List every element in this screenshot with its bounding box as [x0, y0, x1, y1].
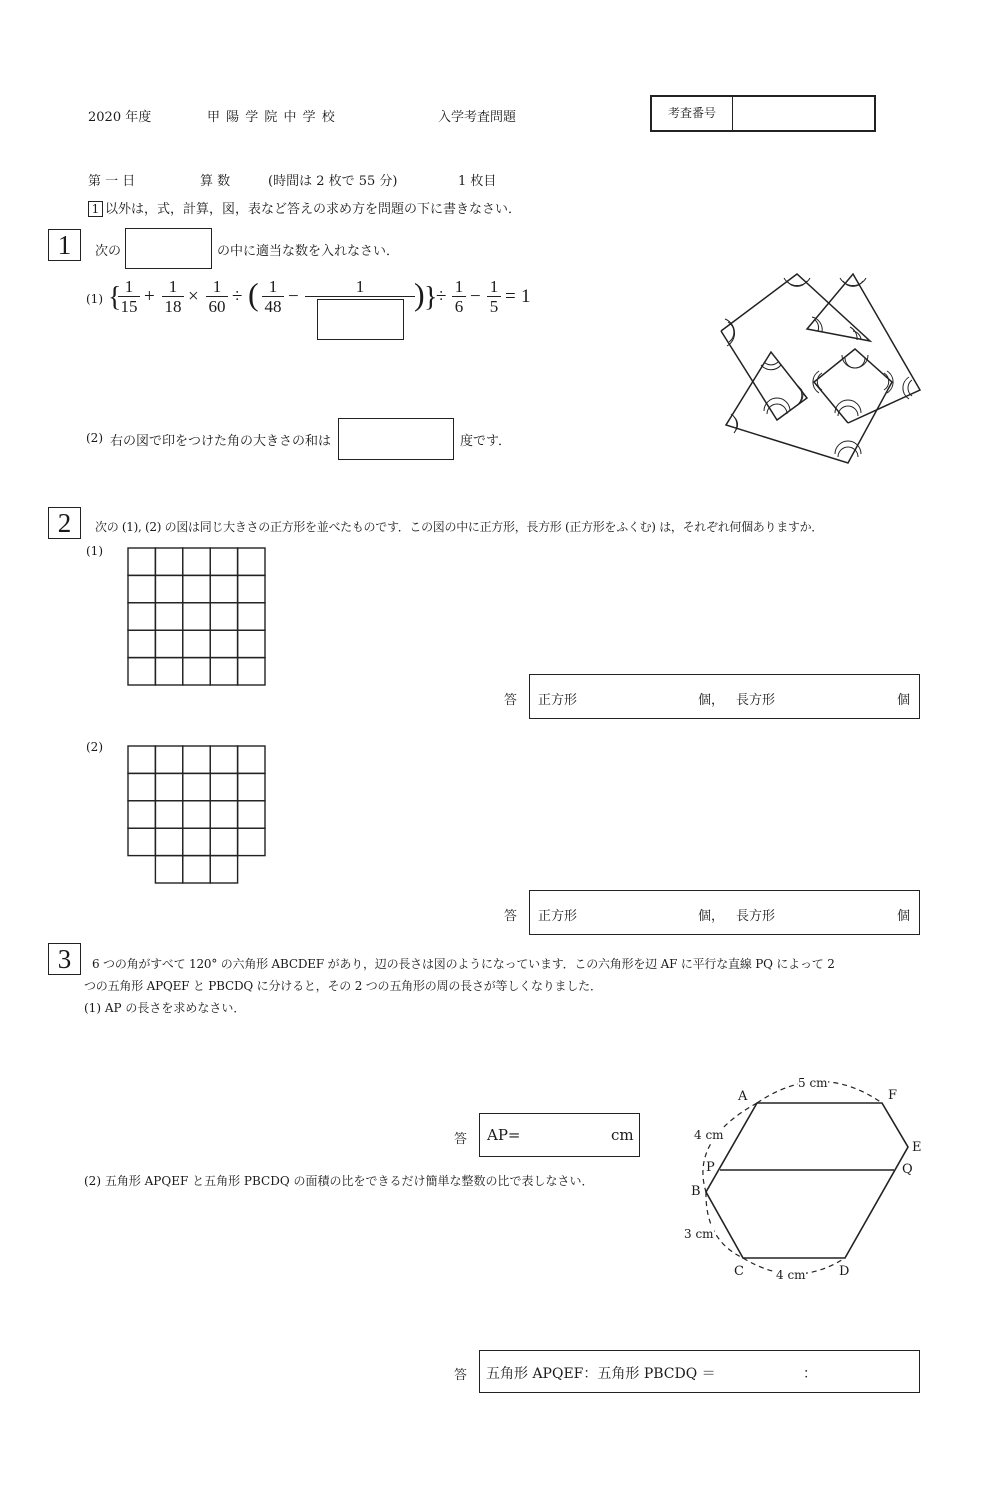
minus-sign-2: −	[470, 286, 481, 307]
length-af-label: 5 cm	[798, 1076, 828, 1090]
fraction-1-15: 1 15	[118, 278, 140, 317]
q3-text-line-1: 6 つの角がすべて 120° の六角形 ABCDEF があり，辺の長さは図のようになっています．この六角形を辺 AF に平行な直線 PQ によって 2	[92, 957, 835, 971]
sheet-number: 1 枚目	[458, 174, 497, 189]
grid-cell	[183, 801, 210, 828]
exam-day: 第 一 日	[88, 174, 136, 189]
square-unit: 個，	[698, 909, 725, 924]
grid-cell	[183, 548, 210, 575]
grid-cell	[238, 746, 265, 773]
q1-intro-after: の中に適当な数を入れなさい．	[217, 244, 400, 259]
vertex-d-label: D	[839, 1264, 850, 1279]
q1-part1-label: (1)	[86, 292, 103, 306]
divide-sign-2: ÷	[436, 286, 447, 307]
q2-part2-answer-prefix: 答	[504, 909, 518, 924]
q2-part2-answer-box	[529, 890, 920, 935]
grid-cell	[155, 856, 182, 883]
grid-cell	[183, 630, 210, 657]
grid-cell	[155, 773, 182, 800]
plus-sign: +	[144, 286, 155, 307]
grid-cell	[183, 828, 210, 855]
grid-cell	[128, 630, 155, 657]
question-1-number: 1	[48, 229, 81, 261]
vertex-b-label: B	[691, 1184, 701, 1199]
grid-cell	[128, 801, 155, 828]
grid-cell	[210, 773, 237, 800]
times-sign: ×	[188, 286, 199, 307]
arc-bc	[706, 1192, 743, 1258]
grid-cell	[155, 630, 182, 657]
grid-cell	[210, 658, 237, 685]
ap-label: AP=	[487, 1126, 521, 1144]
grid-cell	[238, 828, 265, 855]
length-bc-label: 3 cm	[684, 1227, 714, 1241]
grid-cell	[183, 773, 210, 800]
grid-cell	[183, 746, 210, 773]
instruction	[88, 198, 521, 217]
grid-cell	[183, 603, 210, 630]
exam-number-field[interactable]	[734, 97, 872, 130]
equals-sign: =	[505, 286, 516, 307]
grid-cell	[210, 856, 237, 883]
q1-part2-label: (2)	[86, 431, 103, 445]
square-label: 正方形	[538, 909, 578, 924]
grid-cell	[128, 603, 155, 630]
time-note: (時間は 2 枚で 55 分)	[268, 174, 398, 189]
close-paren: )	[414, 276, 425, 312]
q1-part2-answer-box[interactable]	[338, 418, 454, 460]
vertex-q-label: Q	[902, 1162, 913, 1177]
grid-cell	[128, 575, 155, 602]
grid-cell	[183, 856, 210, 883]
q3-part2-text: 五角形 APQEF と五角形 PBCDQ の面積の比をできるだけ簡単な整数の比で表しなさい．	[104, 1174, 594, 1188]
close-brace: }	[424, 282, 438, 313]
school-name: 甲 陽 学 院 中 学 校	[207, 110, 336, 125]
rectangle-unit: 個	[897, 909, 911, 924]
ap-value-field[interactable]	[528, 1126, 608, 1144]
rectangle-label: 長方形	[736, 693, 776, 708]
vertex-c-label: C	[734, 1264, 744, 1279]
exam-number-label: 考査番号	[652, 97, 733, 130]
q1-intro-before: 次の	[95, 244, 122, 259]
square-count-field[interactable]	[600, 689, 690, 707]
q2-part1-answer-box	[529, 674, 920, 719]
grid-cell	[210, 746, 237, 773]
q1-part2-suffix: 度です．	[460, 434, 511, 449]
vertex-a-label: A	[738, 1089, 748, 1104]
open-paren: (	[248, 276, 259, 312]
exam-number-box	[650, 95, 876, 132]
vertex-f-label: F	[888, 1088, 898, 1103]
outer-zigzag-line-2	[721, 331, 892, 463]
grid-cell	[238, 603, 265, 630]
q2-part1-label: (1)	[86, 544, 103, 558]
grid-cell	[128, 828, 155, 855]
exam-year: 2020 年度	[88, 110, 152, 125]
grid-cell	[238, 801, 265, 828]
grid-cell	[210, 630, 237, 657]
fraction-1-6: 1 6	[452, 278, 466, 317]
equation-result: 1	[521, 286, 531, 307]
hexagon-abcdef	[706, 1103, 908, 1258]
grid-cell	[155, 548, 182, 575]
question-3-number: 3	[48, 943, 81, 975]
grid-cell	[128, 548, 155, 575]
q3-part2	[84, 1172, 594, 1189]
minus-sign-1: −	[288, 286, 299, 307]
q3-part1-answer-prefix: 答	[454, 1132, 468, 1147]
square-label: 正方形	[538, 693, 578, 708]
grid-cell	[238, 548, 265, 575]
grid-cell	[128, 746, 155, 773]
grid-cell	[210, 548, 237, 575]
ratio-colon: ：	[803, 1366, 817, 1382]
grid-cell	[128, 658, 155, 685]
q3-part2-answer-prefix: 答	[454, 1368, 468, 1383]
length-ab-label: 4 cm	[694, 1128, 724, 1142]
grid-cell	[183, 658, 210, 685]
ratio-label: 五角形 APQEF：五角形 PBCDQ ＝	[486, 1366, 716, 1382]
q1-part2-text: 右の図で印をつけた角の大きさの和は	[110, 434, 332, 449]
grid-cell	[155, 575, 182, 602]
open-brace: {	[108, 282, 122, 313]
q2-part1-answer-prefix: 答	[504, 693, 518, 708]
divide-sign-1: ÷	[232, 286, 243, 307]
grid-cell	[155, 828, 182, 855]
grid-cell	[210, 828, 237, 855]
ratio-right-field[interactable]	[825, 1363, 905, 1381]
ap-unit: cm	[611, 1126, 634, 1144]
fraction-1-48: 1 48	[262, 278, 284, 317]
rectangle-count-field[interactable]	[792, 905, 892, 923]
grid-cell	[238, 773, 265, 800]
q3-part1-answer-box	[479, 1113, 640, 1157]
grid-cell	[210, 603, 237, 630]
vertex-p-label: P	[706, 1160, 715, 1175]
grid-cell	[128, 773, 155, 800]
grid-cell	[155, 658, 182, 685]
q3-part2-answer-box	[479, 1350, 920, 1393]
grid-cell	[238, 575, 265, 602]
subject: 算 数	[200, 174, 231, 189]
fraction-1-60: 1 60	[206, 278, 228, 317]
rectangle-count-field[interactable]	[792, 689, 892, 707]
instruction-text: 以外は，式，計算，図，表など答えの求め方を問題の下に書きなさい．	[105, 202, 522, 217]
exam-title: 入学考査問題	[438, 110, 517, 125]
grid-cell	[238, 630, 265, 657]
q3-part1-text: AP の長さを求めなさい．	[104, 1001, 246, 1015]
grid-cell	[155, 603, 182, 630]
q2-text: 次の (1), (2) の図は同じ大きさの正方形を並べたものです．この図の中に正方形，長方形 (正方形をふくむ) は，それぞれ何個ありますか．	[95, 520, 823, 534]
q1-part1-answer-box[interactable]	[317, 299, 404, 340]
fraction-1-18: 1 18	[162, 278, 184, 317]
q3-part2-label: (2)	[84, 1174, 101, 1188]
question-2-number: 2	[48, 507, 81, 539]
q1-example-blank	[125, 228, 212, 269]
rectangle-unit: 個	[897, 693, 911, 708]
grid-cell	[210, 801, 237, 828]
outer-zigzag-line-1	[721, 274, 920, 423]
square-count-field[interactable]	[600, 905, 690, 923]
angle-marks	[725, 278, 912, 457]
arc-ab	[703, 1103, 757, 1192]
q3-part1	[84, 999, 245, 1016]
fraction-1-5: 1 5	[487, 278, 501, 317]
square-unit: 個，	[698, 693, 725, 708]
grid-cell	[210, 575, 237, 602]
ratio-left-field[interactable]	[730, 1363, 800, 1381]
fraction-1-over-blank: 1	[305, 278, 415, 297]
dimension-arcs	[703, 1082, 882, 1275]
q3-part1-label: (1)	[84, 1001, 101, 1015]
instruction-question-ref: 1	[88, 201, 103, 217]
grid-cell	[183, 575, 210, 602]
q3-text-line-2: つの五角形 APQEF と PBCDQ に分けると，その 2 つの五角形の周の長さが等しくなりました．	[84, 979, 602, 993]
grid-cell	[155, 801, 182, 828]
grid-cell	[155, 746, 182, 773]
grid-cell	[238, 658, 265, 685]
angle-figure-lines	[721, 274, 920, 463]
rectangle-label: 長方形	[736, 909, 776, 924]
length-cd-label: 4 cm	[776, 1268, 806, 1282]
q2-part2-label: (2)	[86, 740, 103, 754]
vertex-e-label: E	[912, 1140, 922, 1155]
